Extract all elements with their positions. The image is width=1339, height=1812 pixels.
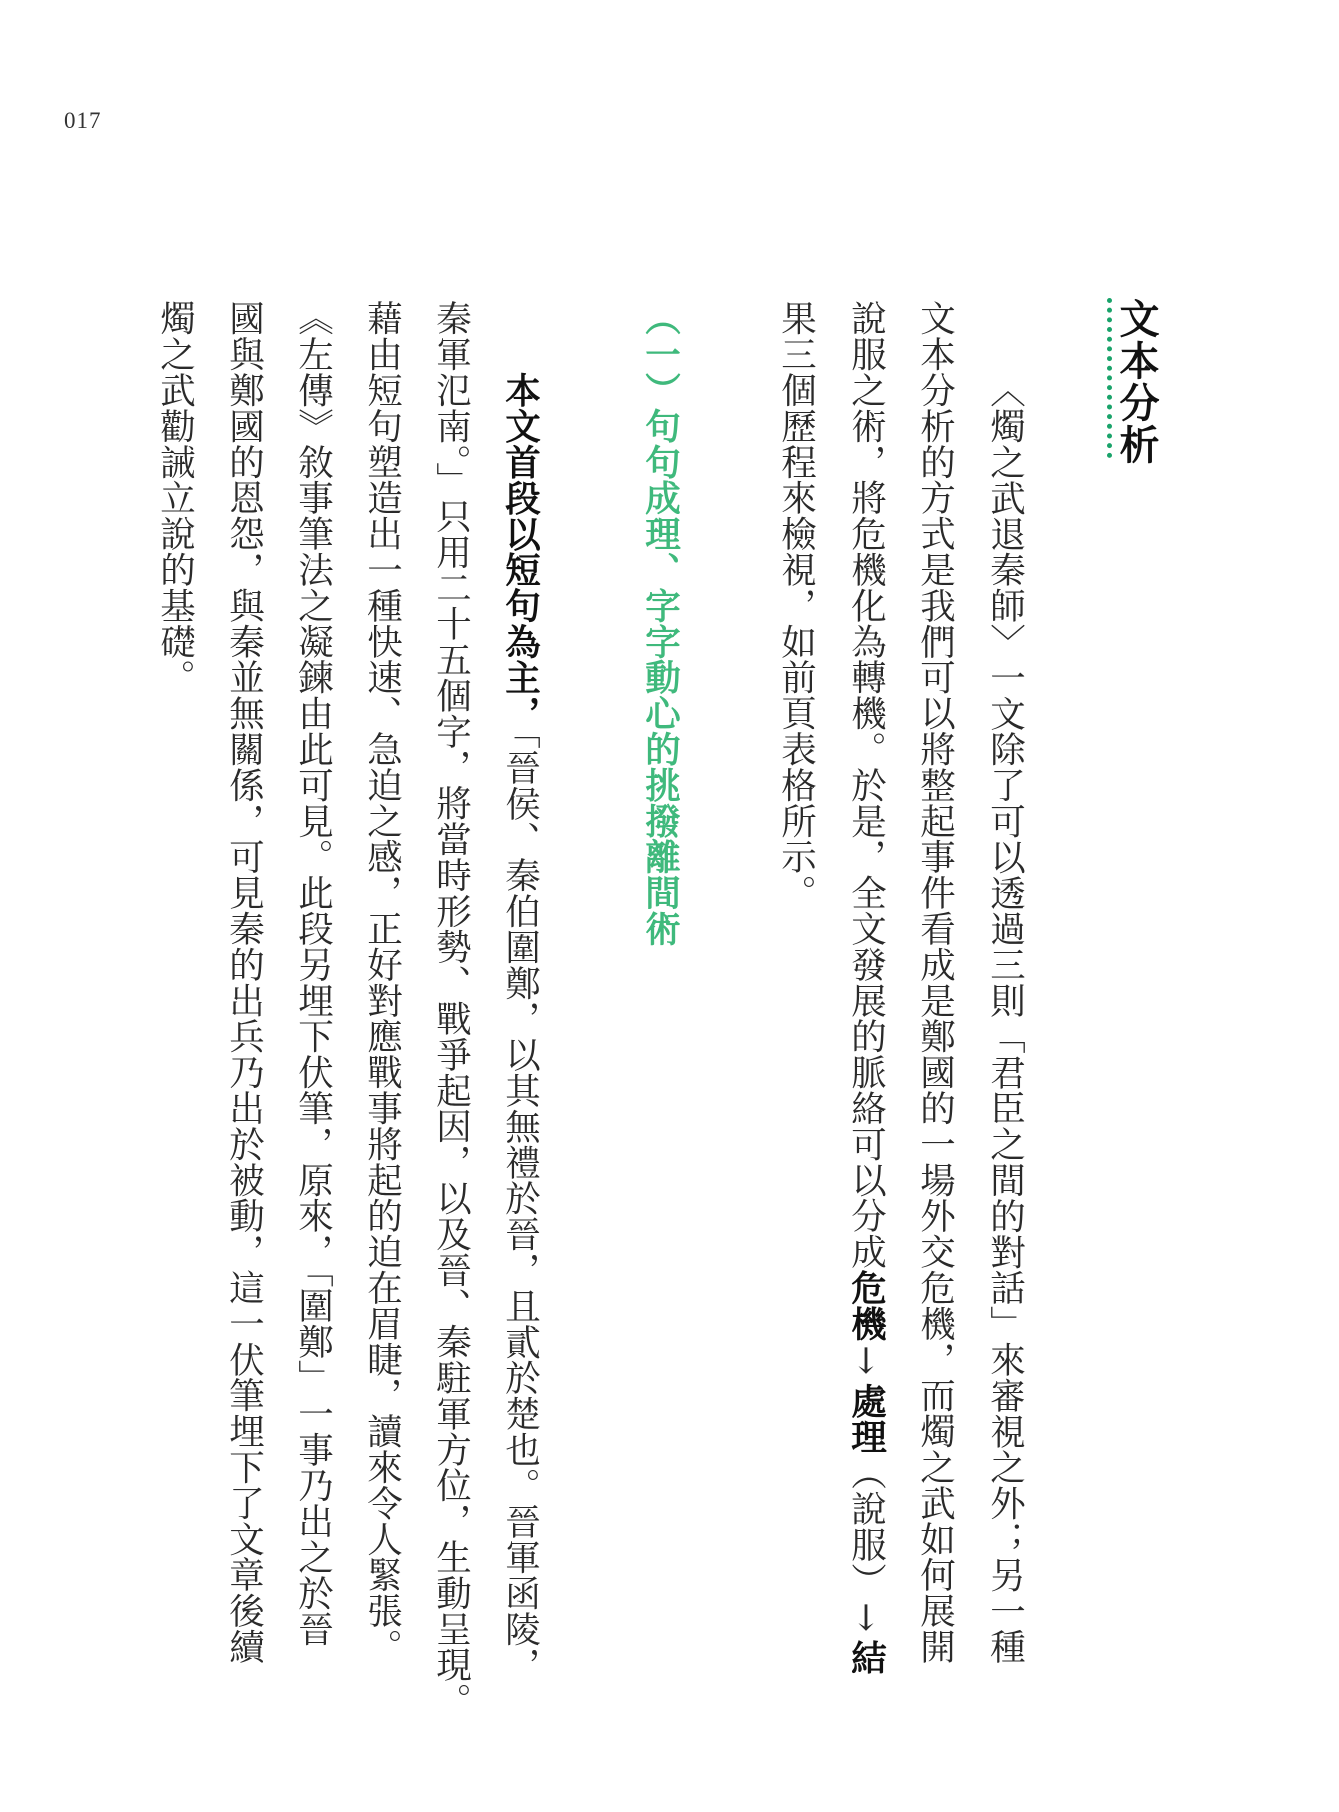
flow-arrow-1: ↓ bbox=[845, 1341, 887, 1383]
flow-persuasion: （說服） bbox=[845, 1454, 887, 1598]
flow-handling: 處理 bbox=[845, 1382, 887, 1455]
para1-lead: 本文首段以短句為主， bbox=[499, 372, 541, 731]
flow-result: 結 bbox=[845, 1639, 887, 1676]
para1-column-6: 燭之武勸誡立說的基礎。 bbox=[154, 300, 196, 695]
para1-column-4: 《左傳》敘事筆法之凝鍊由此可見。此段另埋下伏筆，原來，「圍鄭」一事乃出之於晉 bbox=[292, 300, 334, 1647]
para1-quote-part2: 秦軍氾南。」 bbox=[430, 300, 472, 498]
section-title: 文本分析 bbox=[1113, 298, 1159, 466]
para1-column-3: 藉由短句塑造出一種快速、急迫之感，正好對應戰事將起的迫在眉睫，讀來令人緊張。 bbox=[361, 300, 403, 1665]
section-title-marker bbox=[1107, 298, 1112, 458]
intro-column-3-text: 說服之術，將危機化為轉機。於是，全文發展的脈絡可以分成 bbox=[845, 300, 887, 1270]
page-number: 017 bbox=[64, 108, 102, 133]
flow-arrow-2: ↓ bbox=[845, 1597, 887, 1640]
intro-column-3 bbox=[845, 300, 887, 1676]
flow-crisis: 危機 bbox=[845, 1269, 887, 1342]
intro-column-2: 文本分析的方式是我們可以將整起事件看成是鄭國的一場外交危機，而燭之武如何展開 bbox=[914, 300, 956, 1665]
para1-column-5: 國與鄭國的恩怨，與秦並無關係，可見秦的出兵乃出於被動，這一伏筆埋下了文章後續 bbox=[223, 300, 265, 1665]
intro-column-1: 〈燭之武退秦師〉一文除了可以透過三則「君臣之間的對話」來審視之外；另一種 bbox=[984, 372, 1026, 1665]
para1-column-2 bbox=[430, 300, 472, 1719]
intro-column-4: 果三個歷程來檢視，如前頁表格所示。 bbox=[775, 300, 817, 911]
para1-column-2-rest: 只用二十五個字，將當時形勢、戰爭起因，以及晉、秦駐軍方位，生動呈現。 bbox=[430, 497, 472, 1719]
para1-quote-part1: 「晉侯、秦伯圍鄭，以其無禮於晉，且貳於楚也。晉軍函陵， bbox=[499, 731, 541, 1683]
subheading: （一）句句成理、字字動心的挑撥離間術 bbox=[639, 300, 681, 947]
para1-column-1 bbox=[499, 372, 541, 1683]
